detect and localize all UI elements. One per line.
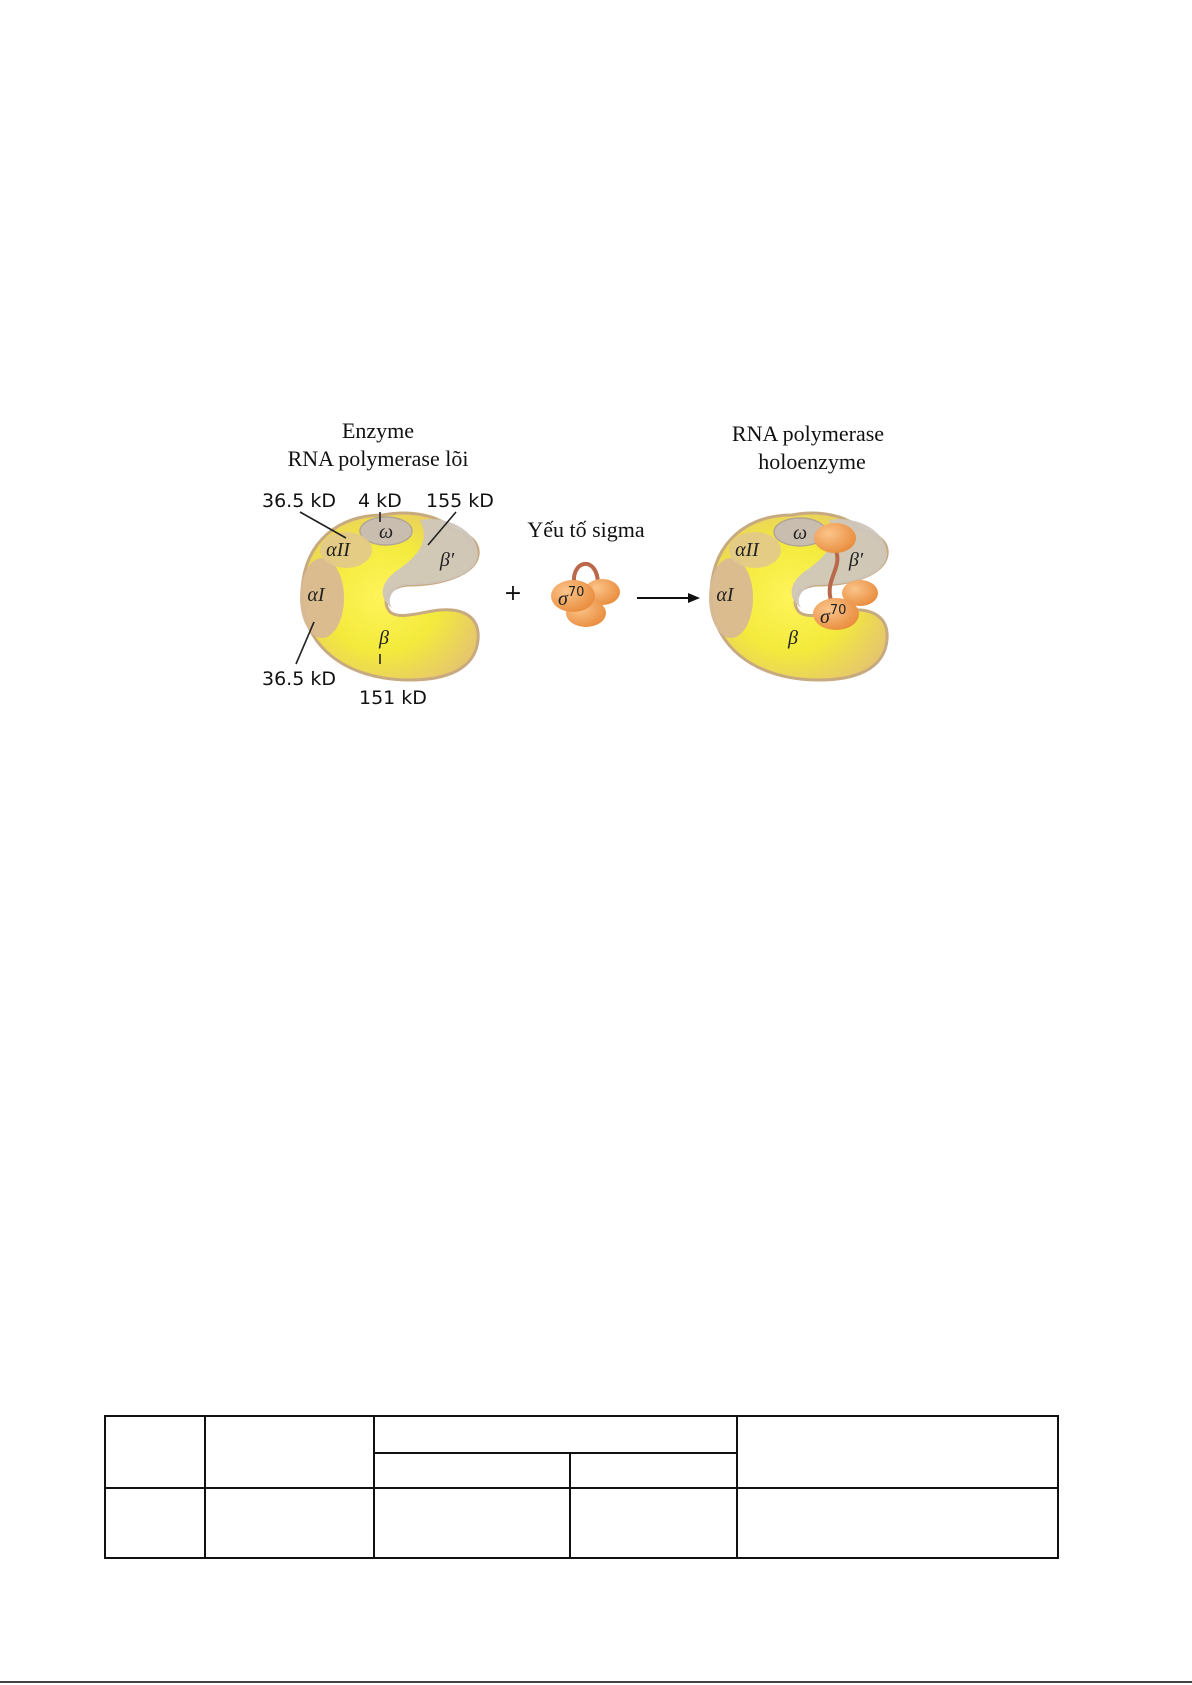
table-cell — [374, 1488, 570, 1558]
table-cell — [570, 1453, 737, 1488]
table-cell — [737, 1488, 1058, 1558]
sigma-title: Yếu tố sigma — [527, 517, 645, 542]
holo-omega-label: ω — [792, 522, 808, 544]
sigma-superscript: 70 — [567, 585, 585, 600]
alpha1-leader-line — [296, 622, 314, 664]
table-cell — [374, 1416, 737, 1453]
plus-sign: + — [503, 581, 523, 606]
table-cell — [105, 1488, 205, 1558]
table-row — [105, 1488, 1058, 1558]
holo-sigma-superscript: 70 — [829, 603, 847, 618]
table-cell — [374, 1453, 570, 1488]
table-cell — [205, 1416, 374, 1488]
rna-polymerase-figure — [0, 0, 1192, 760]
holo-alpha1-label: αI — [716, 584, 734, 606]
alpha1-mass-label: 36.5 kD — [262, 668, 336, 690]
table-cell — [205, 1488, 374, 1558]
beta-label: β — [379, 627, 389, 649]
beta-mass-label: 151 kD — [359, 687, 427, 709]
page-bottom-rule — [0, 1681, 1192, 1683]
core-title-line2: RNA polymerase lõi — [287, 446, 469, 471]
core-title-line1: Enzyme — [341, 418, 415, 443]
holo-title-line1: RNA polymerase — [731, 421, 885, 446]
holo-title-line2: holoenzyme — [758, 449, 866, 474]
sigma-factor — [551, 564, 620, 627]
holo-beta-label: β — [788, 627, 798, 649]
beta-prime-mass-label: 155 kD — [426, 490, 494, 512]
alpha2-mass-label: 36.5 kD — [262, 490, 336, 512]
empty-table — [104, 1415, 1059, 1559]
arrow-head — [688, 593, 700, 603]
holoenzyme — [709, 513, 887, 680]
table-row — [105, 1416, 1058, 1453]
omega-label: ω — [378, 521, 394, 543]
sigma-symbol: σ — [558, 588, 568, 610]
alpha1-label: αI — [307, 584, 325, 606]
table-cell — [570, 1488, 737, 1558]
beta-prime-label: β′ — [439, 549, 455, 571]
alpha2-label: αII — [326, 539, 350, 561]
table-cell — [737, 1416, 1058, 1488]
holo-sigma-symbol: σ — [820, 606, 830, 628]
holo-alpha2-label: αII — [735, 539, 759, 561]
core-enzyme — [300, 513, 478, 680]
omega-mass-label: 4 kD — [358, 490, 402, 512]
holo-beta-prime-label: β′ — [848, 549, 864, 571]
reaction-arrow — [637, 593, 700, 603]
table-cell — [105, 1416, 205, 1488]
